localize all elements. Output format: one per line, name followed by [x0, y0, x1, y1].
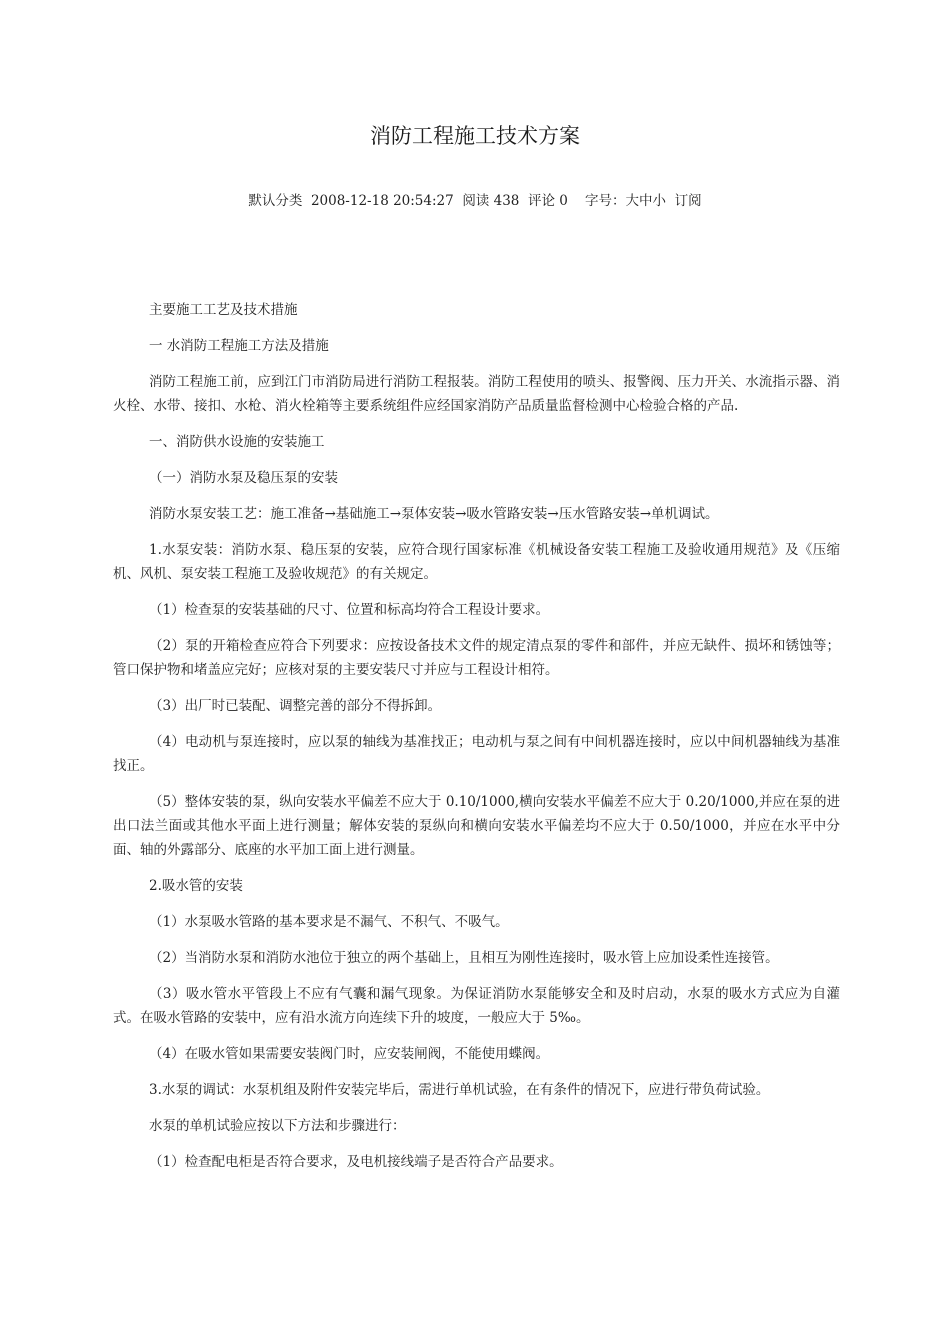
- paragraph: （4）电动机与泵连接时，应以泵的轴线为基准找正；电动机与泵之间有中间机器连接时，应以中间机器轴线为基准找正。: [113, 734, 840, 774]
- paragraph: 消防水泵安装工艺：施工准备→基础施工→泵体安装→吸水管路安装→压水管路安装→单机调试。: [149, 506, 719, 522]
- meta-comments[interactable]: 评论 0: [527, 193, 568, 209]
- paragraph: （4）在吸水管如果需要安装阀门时，应安装闸阀，不能使用蝶阀。: [149, 1046, 550, 1062]
- meta-category[interactable]: 默认分类: [248, 193, 303, 209]
- paragraph: （2）当消防水泵和消防水池位于独立的两个基础上，且相互为刚性连接时，吸水管上应加设柔性连接管。: [149, 950, 779, 966]
- paragraph: 3.水泵的调试：水泵机组及附件安装完毕后，需进行单机试验，在有条件的情况下，应进行带负荷试验。: [149, 1082, 770, 1098]
- paragraph: 主要施工工艺及技术措施: [149, 302, 298, 318]
- paragraph: 一、消防供水设施的安装施工: [149, 434, 325, 450]
- document-meta: [0, 190, 950, 212]
- paragraph: （一）消防水泵及稳压泵的安装: [149, 470, 338, 486]
- paragraph: （1）检查配电柜是否符合要求，及电机接线端子是否符合产品要求。: [149, 1154, 563, 1170]
- paragraph: （1）水泵吸水管路的基本要求是不漏气、不积气、不吸气。: [149, 914, 509, 930]
- document-body: [113, 298, 840, 1186]
- meta-reads: 阅读 438: [462, 193, 520, 209]
- document-title: 消防工程施工技术方案: [370, 124, 580, 148]
- paragraph: （2）泵的开箱检查应符合下列要求：应按设备技术文件的规定清点泵的零件和部件，并应无缺件、损坏和锈蚀等；管口保护物和堵盖应完好；应核对泵的主要安装尺寸并应与工程设计相符。: [113, 638, 840, 678]
- paragraph: 消防工程施工前，应到江门市消防局进行消防工程报装。消防工程使用的喷头、报警阀、压力开关、水流指示器、消火栓、水带、接扣、水枪、消火栓箱等主要系统组件应经国家消防产品质量监督检测中心检验合格的产品.: [113, 374, 840, 414]
- paragraph: （5）整体安装的泵，纵向安装水平偏差不应大于 0.10/1000,横向安装水平偏差不应大于 0.20/1000,并应在泵的进出口法兰面或其他水平面上进行测量；解体安装的泵纵向和横向安装水平偏差均不应大于 0.50/1000，并应在水平中分面、轴的外露部分、底座的水平加工面上进行测量。: [113, 794, 840, 858]
- meta-datetime: 2008-12-18 20:54:27: [310, 193, 454, 209]
- paragraph: （1）检查泵的安装基础的尺寸、位置和标高均符合工程设计要求。: [149, 602, 550, 618]
- paragraph: 1.水泵安装：消防水泵、稳压泵的安装，应符合现行国家标准《机械设备安装工程施工及验收通用规范》及《压缩机、风机、泵安装工程施工及验收规范》的有关规定。: [113, 542, 840, 582]
- paragraph: 一 水消防工程施工方法及措施: [149, 338, 329, 354]
- meta-fontsize[interactable]: 字号：大中小: [585, 193, 667, 209]
- meta-subscribe[interactable]: 订阅: [674, 193, 702, 209]
- paragraph: （3）吸水管水平管段上不应有气囊和漏气现象。为保证消防水泵能够安全和及时启动，水泵的吸水方式应为自灌式。在吸水管路的安装中，应有沿水流方向连续下升的坡度，一般应大于 5‰。: [113, 986, 840, 1026]
- paragraph: 2.吸水管的安装: [149, 878, 243, 894]
- paragraph: 水泵的单机试验应按以下方法和步骤进行：: [149, 1118, 406, 1134]
- paragraph: （3）出厂时已装配、调整完善的部分不得拆卸。: [149, 698, 442, 714]
